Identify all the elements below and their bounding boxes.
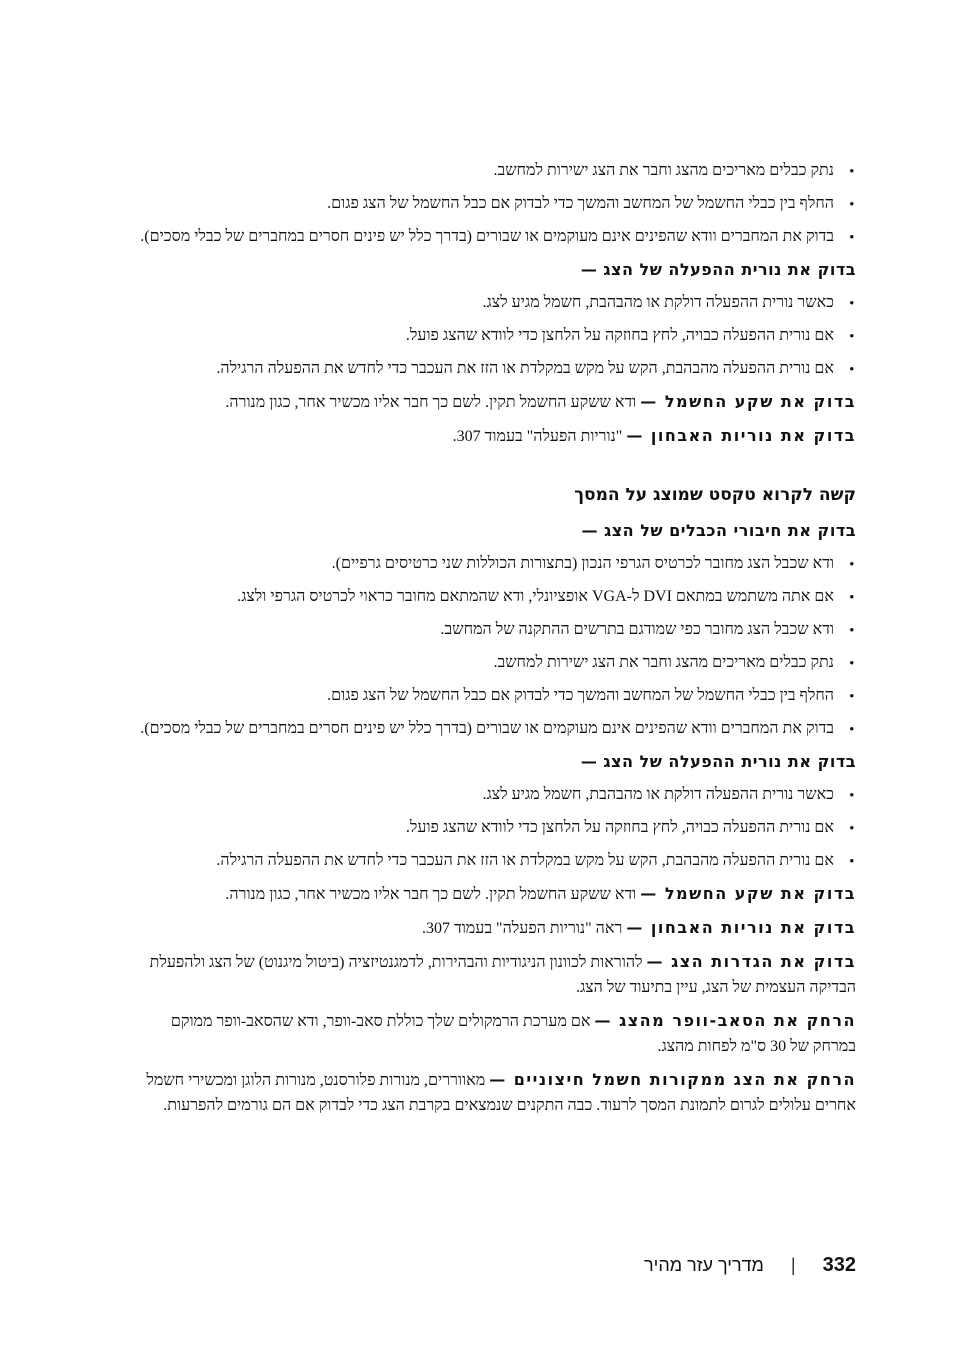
paragraph-text: להוראות לכוונון הניגודיות והבהירות, לדמגנטיזציה (ביטול מיגנוט) של הצג ולהפעלת הבדיקה העצמית של הצג, עיין בתיעוד של הצג.	[149, 954, 856, 996]
subheading-cables: בדוק את חיבורי הכבלים של הצג —	[581, 521, 856, 540]
list-item: • ודא שכבל הצג מחובר כפי שמודגם בתרשים ההתקנה של המחשב.	[130, 617, 856, 642]
guide-title: מדריך עזר מהיר	[644, 1255, 764, 1275]
paragraph-text: ודא ששקע החשמל תקין. לשם כך חבר אליו מכשיר אחר, כגון מנורה.	[225, 394, 641, 411]
paragraph-lead: בדוק את נוריות האבחון —	[626, 426, 856, 445]
paragraph-lead: בדוק את שקע החשמל —	[640, 392, 856, 411]
section-title: קשה לקרוא טקסט שמוצג על המסך	[574, 485, 856, 505]
list-item: • בדוק את המחברים וודא שהפינים אינם מעוקמים או שבורים (בדרך כלל יש פינים חסרים במחברים של כבלי מסכים).	[130, 224, 856, 249]
paragraph-text: ראה "נוריות הפעלה" בעמוד 307.	[422, 920, 627, 937]
list-item: • החלף בין כבלי החשמל של המחשב והמשך כדי לבדוק אם כבל החשמל של הצג פגום.	[130, 191, 856, 216]
list-item: • כאשר נורית ההפעלה דולקת או מהבהבת, חשמל מגיע לצג.	[130, 290, 856, 315]
list-item: • בדוק את המחברים וודא שהפינים אינם מעוקמים או שבורים (בדרך כלל יש פינים חסרים במחברים של כבלי מסכים).	[130, 716, 856, 741]
paragraph-lead: בדוק את שקע החשמל —	[640, 884, 856, 903]
paragraph-outlet	[130, 389, 856, 415]
paragraph-monitor-settings	[130, 949, 856, 1000]
paragraph-text: מאווררים, מנורות פלורסנט, מנורות הלוגן ומכשירי חשמל אחרים עלולים לגרום לתמונת המסך לרעוד. כבה התקנים שנמצאים בקרבת הצג כדי לבדוק אם הם גורמים להפרעות.	[146, 1072, 856, 1114]
subheading-power-light: בדוק את נורית ההפעלה של הצג —	[580, 752, 856, 771]
paragraph-lead: הרחק את הסאב-וופר מהצג —	[594, 1011, 856, 1030]
paragraph-lead: בדוק את הגדרות הצג —	[646, 952, 856, 971]
page-number: 332	[822, 1254, 856, 1276]
paragraph-subwoofer	[130, 1008, 856, 1059]
list-item: • החלף בין כבלי החשמל של המחשב והמשך כדי לבדוק אם כבל החשמל של הצג פגום.	[130, 683, 856, 708]
list-item: • ודא שכבל הצג מחובר לכרטיס הגרפי הנכון (בתצורות הכוללות שני כרטיסים גרפיים).	[130, 551, 856, 576]
list-item: • אם אתה משתמש במתאם DVI ל-VGA אופציונלי, ודא שהמתאם מחובר כראוי לכרטיס הגרפי ולצג.	[130, 584, 856, 609]
paragraph-outlet	[130, 881, 856, 907]
list-item: • נתק כבלים מאריכים מהצג וחבר את הצג ישירות למחשב.	[130, 650, 856, 675]
footer-separator: |	[790, 1255, 796, 1275]
list-item: • אם נורית ההפעלה כבויה, לחץ בחוזקה על הלחצן כדי לוודא שהצג פועל.	[130, 815, 856, 840]
list-item: • אם נורית ההפעלה מהבהבת, הקש על מקש במקלדת או הזז את העכבר כדי לחדש את ההפעלה הרגילה.	[130, 848, 856, 873]
page-footer	[130, 1254, 856, 1277]
list-item: • נתק כבלים מאריכים מהצג וחבר את הצג ישירות למחשב.	[130, 158, 856, 183]
paragraph-external-power	[130, 1067, 856, 1118]
paragraph-text: ודא ששקע החשמל תקין. לשם כך חבר אליו מכשיר אחר, כגון מנורה.	[225, 886, 641, 903]
paragraph-lead: בדוק את נוריות האבחון —	[626, 918, 856, 937]
paragraph-text: אם מערכת הרמקולים שלך כוללת סאב-וופר, ודא שהסאב-וופר ממוקם במרחק של 30 ס"מ לפחות מהצג.	[170, 1013, 856, 1055]
subheading-power-light: בדוק את נורית ההפעלה של הצג —	[580, 260, 856, 279]
list-item: • כאשר נורית ההפעלה דולקת או מהבהבת, חשמל מגיע לצג.	[130, 782, 856, 807]
list-item: • אם נורית ההפעלה כבויה, לחץ בחוזקה על הלחצן כדי לוודא שהצג פועל.	[130, 323, 856, 348]
paragraph-lead: הרחק את הצג ממקורות חשמל חיצוניים —	[489, 1070, 856, 1089]
list-item: • אם נורית ההפעלה מהבהבת, הקש על מקש במקלדת או הזז את העכבר כדי לחדש את ההפעלה הרגילה.	[130, 356, 856, 381]
paragraph-text: "נוריות הפעלה" בעמוד 307.	[452, 428, 627, 445]
document-body	[130, 158, 856, 1126]
paragraph-diagnostics	[130, 915, 856, 941]
paragraph-diagnostics	[130, 423, 856, 449]
